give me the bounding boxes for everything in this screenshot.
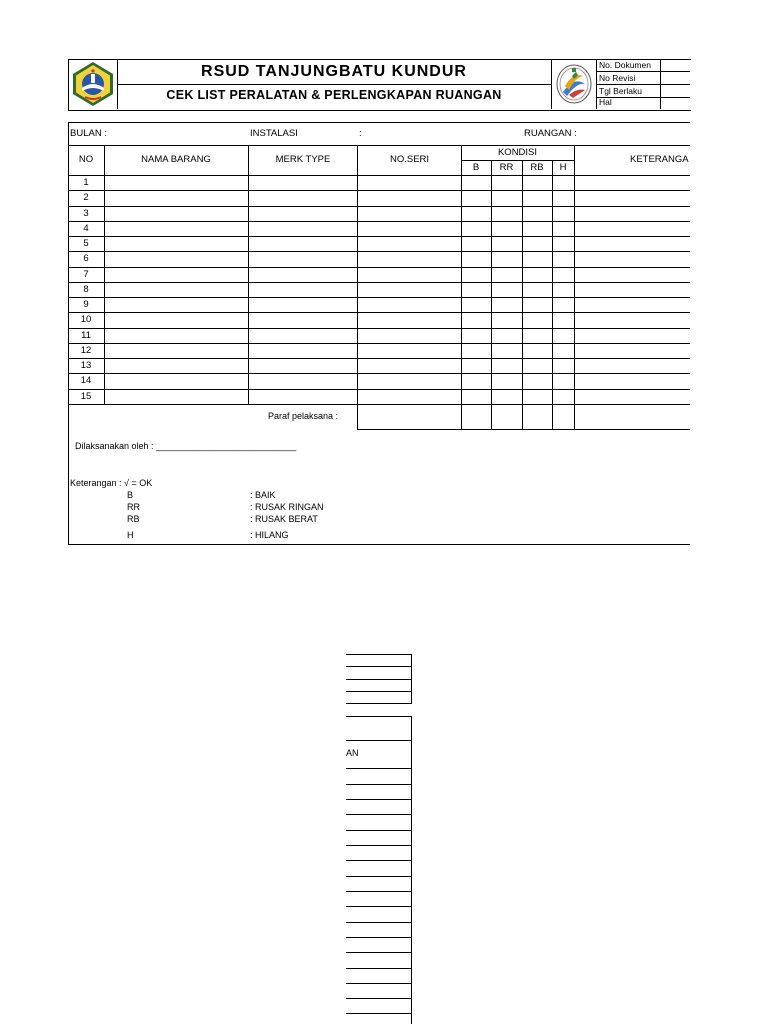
- fragment-line: [346, 716, 411, 717]
- table-row-line: [68, 221, 690, 222]
- table-row-line: [68, 206, 690, 207]
- row-number: 5: [83, 238, 89, 249]
- doc-number-label: No. Dokumen: [599, 60, 651, 70]
- row-number: 13: [80, 360, 92, 371]
- fragment-line: [346, 968, 411, 969]
- legend-code: RR: [127, 502, 140, 512]
- table-row-line: [68, 373, 690, 374]
- installation-colon: :: [359, 128, 362, 139]
- row-number: 12: [80, 345, 92, 356]
- table-row-line: [68, 190, 690, 191]
- regency-seal-logo: [71, 61, 115, 107]
- row-number: 10: [80, 314, 92, 325]
- hospital-logo: [555, 62, 593, 106]
- legend-desc: : RUSAK RINGAN: [250, 502, 324, 512]
- fragment-line: [346, 654, 411, 655]
- fragment-line: [346, 906, 411, 907]
- fragment-line: [346, 937, 411, 938]
- table-bottom-border: [68, 544, 690, 545]
- legend-desc: : HILANG: [250, 530, 289, 540]
- fragment-line: [346, 740, 411, 741]
- table-row-line: [68, 404, 690, 405]
- table-row-line: [68, 236, 690, 237]
- legend-desc: : BAIK: [250, 490, 276, 500]
- fragment-line: [346, 891, 411, 892]
- col-item-name-header: NAMA BARANG: [141, 154, 211, 165]
- effective-date-label: Tgl Berlaku: [599, 86, 642, 96]
- legend-code: B: [127, 490, 134, 500]
- table-row-line: [68, 328, 690, 329]
- table-row-line: [68, 267, 690, 268]
- kondisi-divider: [461, 160, 574, 161]
- fragment-border: [411, 654, 412, 704]
- condition-good-header: B: [472, 162, 480, 173]
- executor-signature-label: Paraf pelaksana :: [268, 411, 339, 421]
- fragment-line: [346, 998, 411, 999]
- col-serial-header: NO.SERI: [389, 154, 430, 165]
- legend-desc: : RUSAK BERAT: [250, 514, 318, 524]
- fragment-line: [346, 830, 411, 831]
- table-row-line: [68, 175, 690, 176]
- col-divider: [461, 145, 462, 429]
- row-number: 3: [83, 208, 89, 219]
- hospital-name: RSUD TANJUNGBATU KUNDUR: [201, 63, 467, 80]
- table-row-line: [68, 282, 690, 283]
- month-label: BULAN :: [70, 128, 107, 139]
- table-row-line: [68, 343, 690, 344]
- installation-label: INSTALASI: [250, 128, 298, 139]
- table-row-line: [68, 312, 690, 313]
- fragment-line: [346, 876, 411, 877]
- header-divider: [596, 84, 690, 85]
- fragment-line: [346, 922, 411, 923]
- row-number: 8: [83, 284, 89, 295]
- legend-code: H: [127, 530, 134, 540]
- col-divider: [248, 145, 249, 404]
- fragment-border: [411, 716, 412, 1024]
- fragment-line: [346, 799, 411, 800]
- table-row-line: [68, 297, 690, 298]
- table-row-line: [68, 358, 690, 359]
- col-no-header: NO: [78, 154, 94, 165]
- form-title: CEK LIST PERALATAN & PERLENGKAPAN RUANGAN: [166, 88, 502, 102]
- row-number: 4: [83, 223, 89, 234]
- fragment-line: [346, 679, 411, 680]
- header-divider: [551, 59, 552, 109]
- fragment-line: [346, 983, 411, 984]
- page-label: Hal: [599, 97, 612, 107]
- fragment-line: [346, 768, 411, 769]
- col-divider: [574, 145, 575, 429]
- col-condition-header: KONDISI: [497, 147, 538, 158]
- fragment-line: [346, 666, 411, 667]
- table-top-border: [68, 122, 690, 123]
- fragment-line: [346, 814, 411, 815]
- fragment-line: [346, 845, 411, 846]
- fragment-line: [346, 860, 411, 861]
- fragment-line: [346, 784, 411, 785]
- table-row-line: [68, 389, 690, 390]
- col-brand-type-header: MERK TYPE: [275, 154, 331, 165]
- revision-label: No Revisi: [599, 73, 636, 83]
- signature-row-bottom: [357, 429, 690, 430]
- room-label: RUANGAN :: [524, 128, 577, 139]
- col-divider: [104, 145, 105, 404]
- row-number: 7: [83, 269, 89, 280]
- header-divider: [596, 71, 690, 72]
- header-divider: [117, 84, 551, 85]
- row-number: 15: [80, 391, 92, 402]
- fragment-line: [346, 952, 411, 953]
- row-number: 1: [83, 177, 89, 188]
- condition-lost-header: H: [559, 162, 567, 173]
- row-number: 14: [80, 375, 92, 386]
- fragment-line: [346, 703, 411, 704]
- table-row-line: [68, 251, 690, 252]
- executed-by-label: Dilaksanakan oleh : ____________________________: [75, 441, 297, 451]
- fragment-line: [346, 691, 411, 692]
- condition-light-damage-header: RR: [499, 162, 514, 173]
- legend-code: RB: [127, 514, 140, 524]
- table-header-top: [68, 145, 690, 146]
- fragment-line: [346, 1013, 411, 1014]
- row-number: 11: [81, 330, 91, 341]
- condition-heavy-damage-header: RB: [530, 162, 544, 173]
- row-number: 2: [83, 192, 89, 203]
- row-number: 6: [83, 253, 89, 264]
- legend-title: Keterangan : √ = OK: [70, 478, 153, 488]
- fragment-text: AN: [346, 748, 359, 758]
- col-notes-header: KETERANGA: [630, 154, 689, 165]
- col-divider: [357, 145, 358, 429]
- row-number: 9: [83, 299, 89, 310]
